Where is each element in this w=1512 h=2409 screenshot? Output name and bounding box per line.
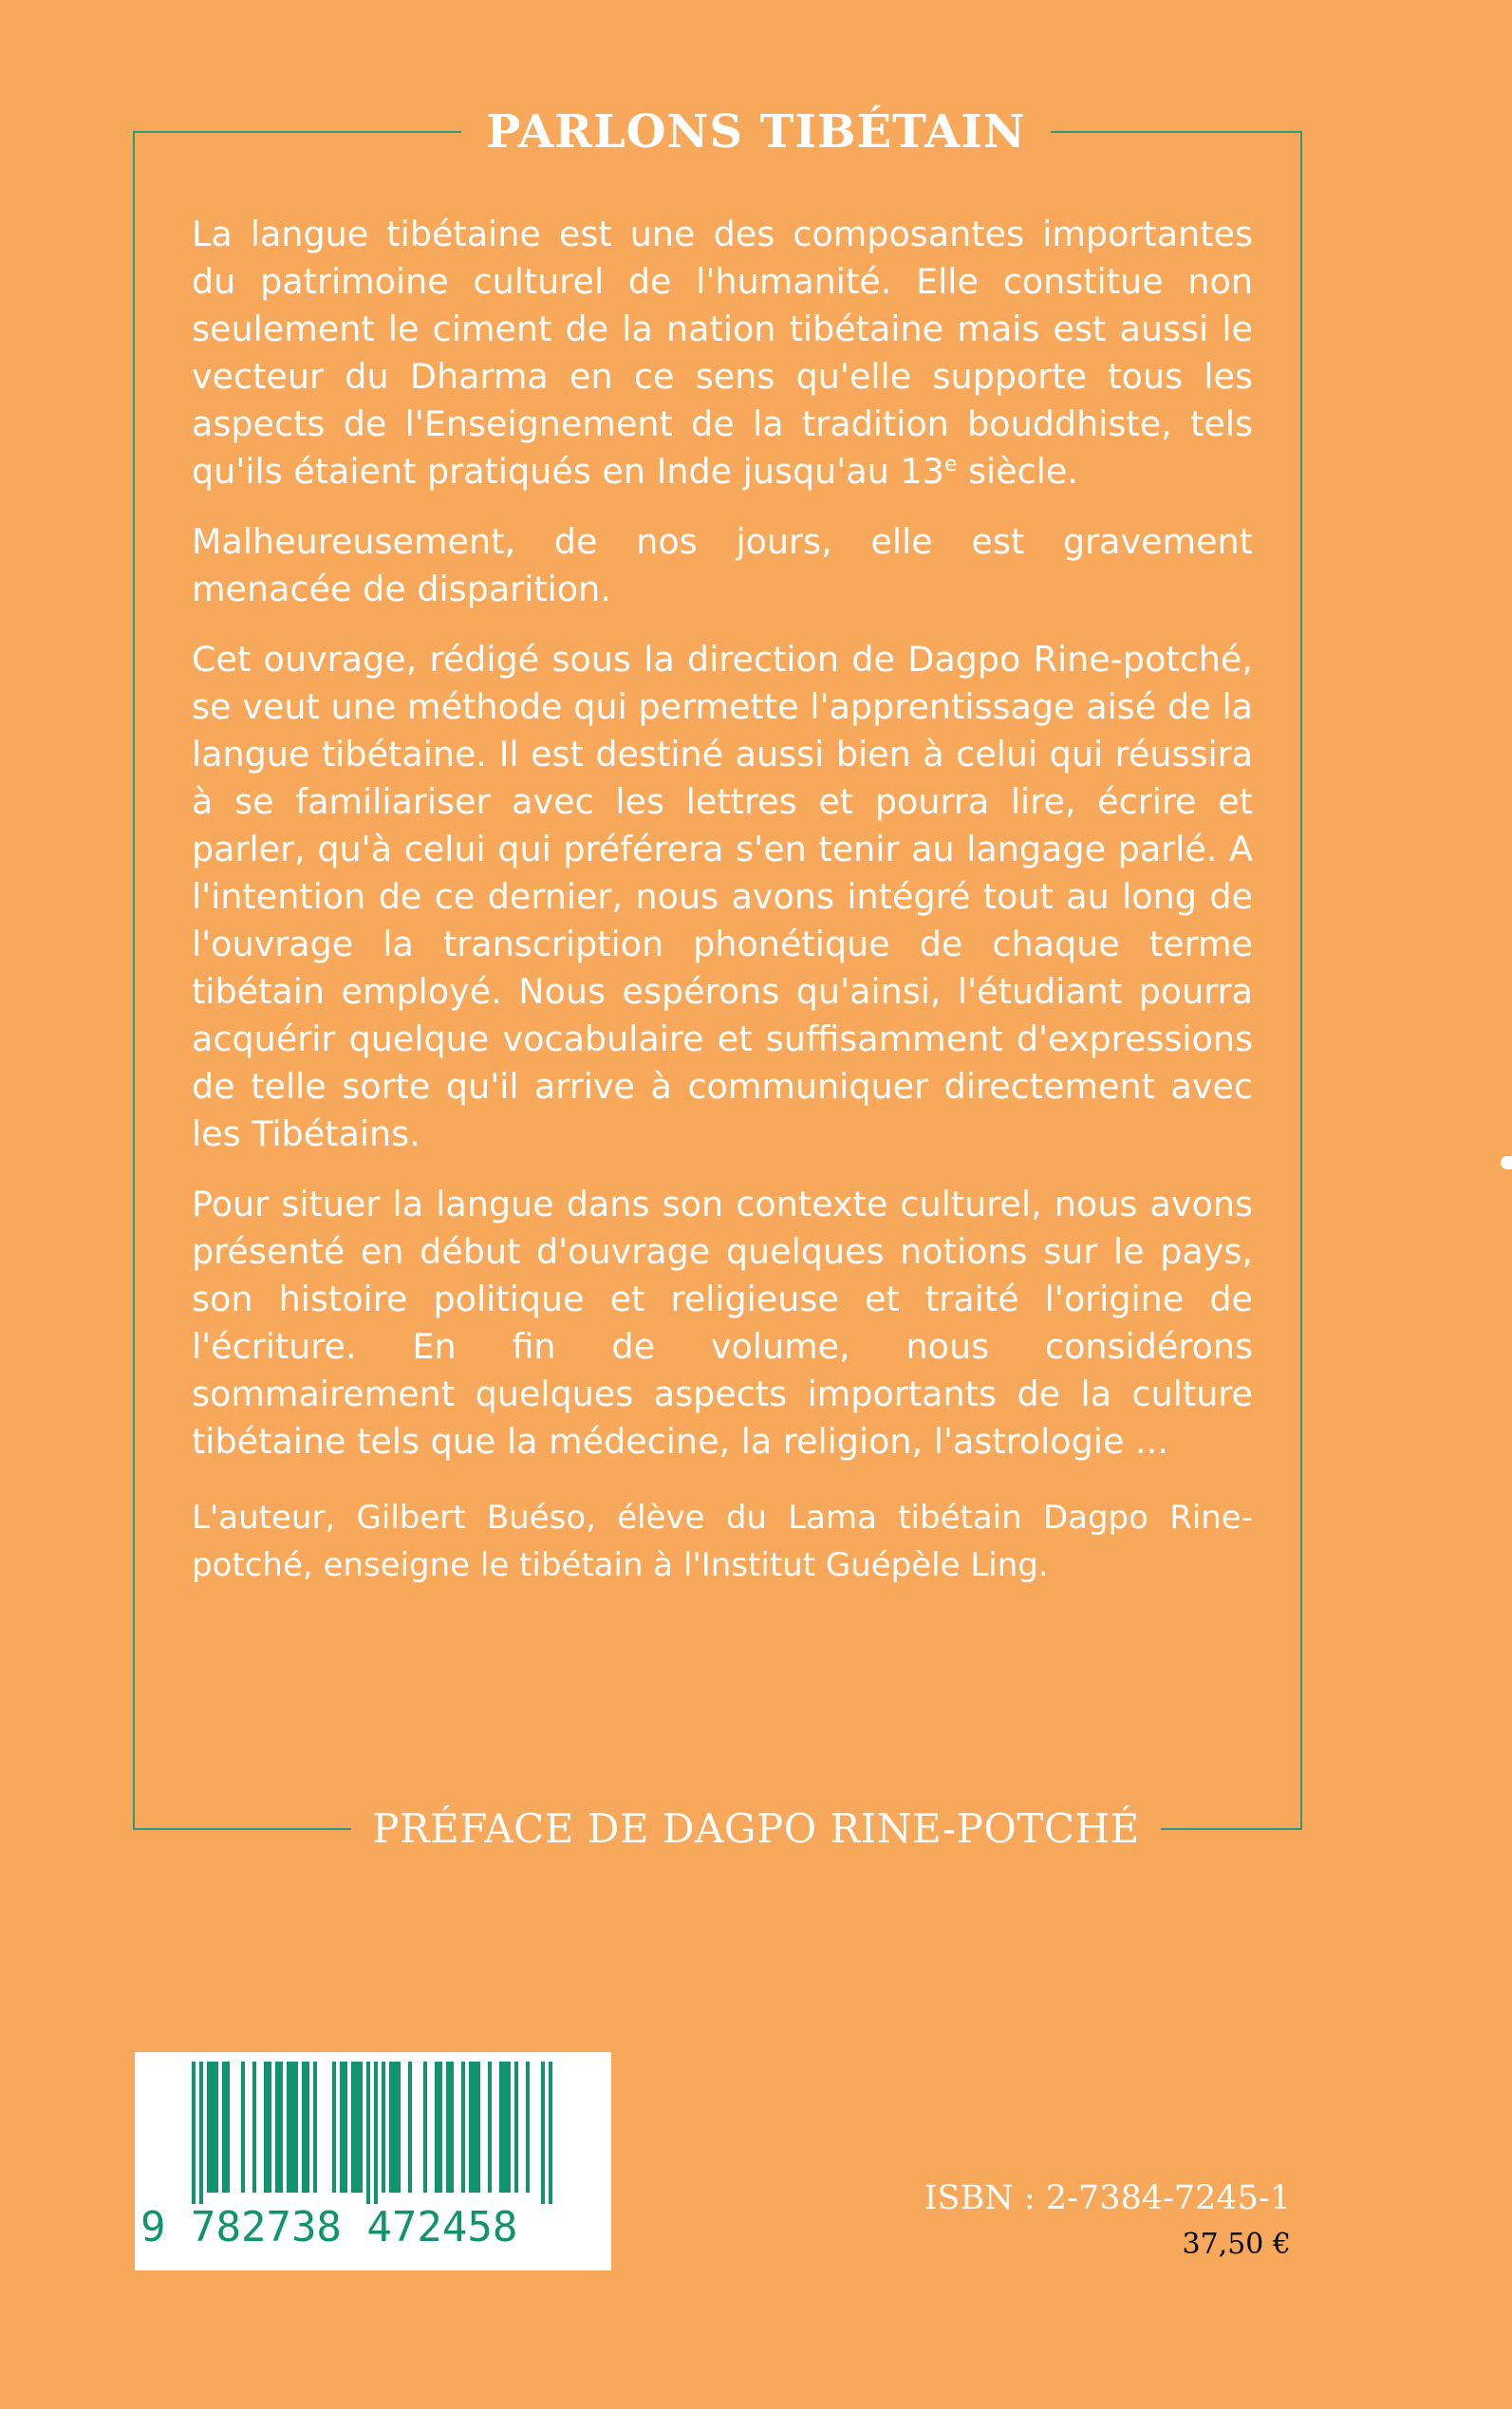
barcode-bar [344, 2062, 347, 2193]
barcode-bar [541, 2062, 545, 2204]
barcode-bar [332, 2062, 336, 2193]
blurb-paragraph-1 [192, 211, 1253, 495]
barcode-bar [514, 2062, 518, 2193]
barcode-bar [340, 2062, 344, 2193]
barcode-bar [439, 2062, 442, 2193]
barcode-bar [226, 2062, 230, 2193]
barcode-bar [199, 2062, 203, 2204]
barcode-bar [507, 2062, 511, 2193]
barcode-bar [264, 2062, 268, 2193]
barcode-bar [215, 2062, 218, 2193]
barcode-bar [241, 2062, 245, 2193]
barcode-bar [355, 2062, 359, 2193]
barcode-bar [488, 2062, 492, 2193]
century-superscript: e [943, 452, 958, 476]
barcode-digits: 9 782738 472458 [140, 2203, 518, 2251]
barcode-bar [446, 2062, 450, 2193]
blurb-paragraph-3: Cet ouvrage, rédigé sous la direction de Dagpo Rine-potché, se veut une méthode qui permette l'apprentissage aisé de la langue tibétaine. Il est destiné aussi bien à celui qui réussira à se familiariser avec les lettres et pourra lire, écrire et parler, qu'à celui qui préférera s'en tenir au langage parlé. A l'intention de ce dernier, nous avons intégré tout au long de l'ouvrage la transcription phonétique de chaque terme tibétain employé. Nous espérons qu'ainsi, l'étudiant pourra acquérir quelque vocabulaire et suffisamment d'expressions de telle sorte qu'il arrive à communiquer directement avec les Tibétains. [192, 639, 1253, 1154]
cover-title-wrapper [0, 101, 1512, 163]
barcode-bar [526, 2062, 530, 2193]
barcode-bar [359, 2062, 363, 2193]
barcode-bar [207, 2062, 211, 2193]
barcode-bar [211, 2062, 215, 2193]
barcode-bar [313, 2062, 317, 2193]
barcode-bar [499, 2062, 503, 2193]
barcode-bar [408, 2062, 412, 2193]
barcode-bar [268, 2062, 271, 2193]
barcode-bar [450, 2062, 454, 2193]
barcode-bar [222, 2062, 226, 2193]
barcode-bar [290, 2062, 294, 2193]
barcode-bar [279, 2062, 283, 2193]
barcode-bar [275, 2062, 279, 2193]
barcode-bar [351, 2062, 355, 2193]
barcode-bar [423, 2062, 427, 2193]
barcode-bar [435, 2062, 439, 2193]
barcode-bar [252, 2062, 256, 2193]
barcode-bar [549, 2062, 552, 2204]
barcode-bar [294, 2062, 298, 2193]
blurb-paragraph-1-end: siècle. [957, 451, 1078, 492]
barcode-bar [192, 2062, 196, 2204]
barcode-bar [461, 2062, 465, 2193]
isbn: ISBN : 2-7384-7245-1 [924, 2179, 1291, 2217]
barcode-bar [382, 2062, 385, 2193]
cover-subtitle-wrapper [0, 1798, 1512, 1860]
barcode-bar [476, 2062, 480, 2193]
barcode-bar [393, 2062, 397, 2193]
barcode-bar [397, 2062, 401, 2193]
blurb-paragraph-4: Pour situer la langue dans son contexte culturel, nous avons présenté en début d'ouvrage quelques notions sur le pays, son histoire politique et religieuse et traité l'origine de l'écriture. En fin de volume, nous considérons sommairement quelques aspects importants de la culture tibétaine tels que la médecine, la religion, l'astrologie ... [192, 1184, 1253, 1462]
price: 37,50 € [1182, 2228, 1291, 2261]
author-bio: L'auteur, Gilbert Buéso, élève du Lama tibétain Dagpo Rine-potché, enseigne le tibétain à l'Institut Guépèle Ling. [192, 1499, 1253, 1584]
barcode-bar [473, 2062, 476, 2193]
barcode-bar [374, 2062, 378, 2204]
blurb-paragraph-2: Malheureusement, de nos jours, elle est gravement menacée de disparition. [192, 521, 1253, 609]
book-title: PARLONS TIBÉTAIN [461, 101, 1051, 163]
barcode [135, 2052, 611, 2270]
barcode-bar [302, 2062, 306, 2193]
barcode-bar [503, 2062, 507, 2193]
barcode-bar [287, 2062, 290, 2193]
edge-mark [1501, 1156, 1512, 1169]
preface-credit: PRÉFACE DE DAGPO RINE-POTCHÉ [351, 1798, 1161, 1860]
blurb-paragraph-1-text: La langue tibétaine est une des composantes importantes du patrimoine culturel de l'humanité. Elle constitue non seulement le ciment de la nation tibétaine mais est aussi le vecteur du Dharma en ce sens qu'elle supporte tous les aspects de l'Enseignement de la tradition bouddhiste, tels qu'ils étaient pratiqués en Inde jusqu'au 13 [192, 214, 1253, 492]
barcode-bar [306, 2062, 309, 2193]
barcode-bar [469, 2062, 473, 2193]
back-cover-blurb [192, 211, 1253, 1589]
barcode-bar [366, 2062, 370, 2204]
barcode-bars [135, 2052, 611, 2204]
barcode-bar [389, 2062, 393, 2193]
